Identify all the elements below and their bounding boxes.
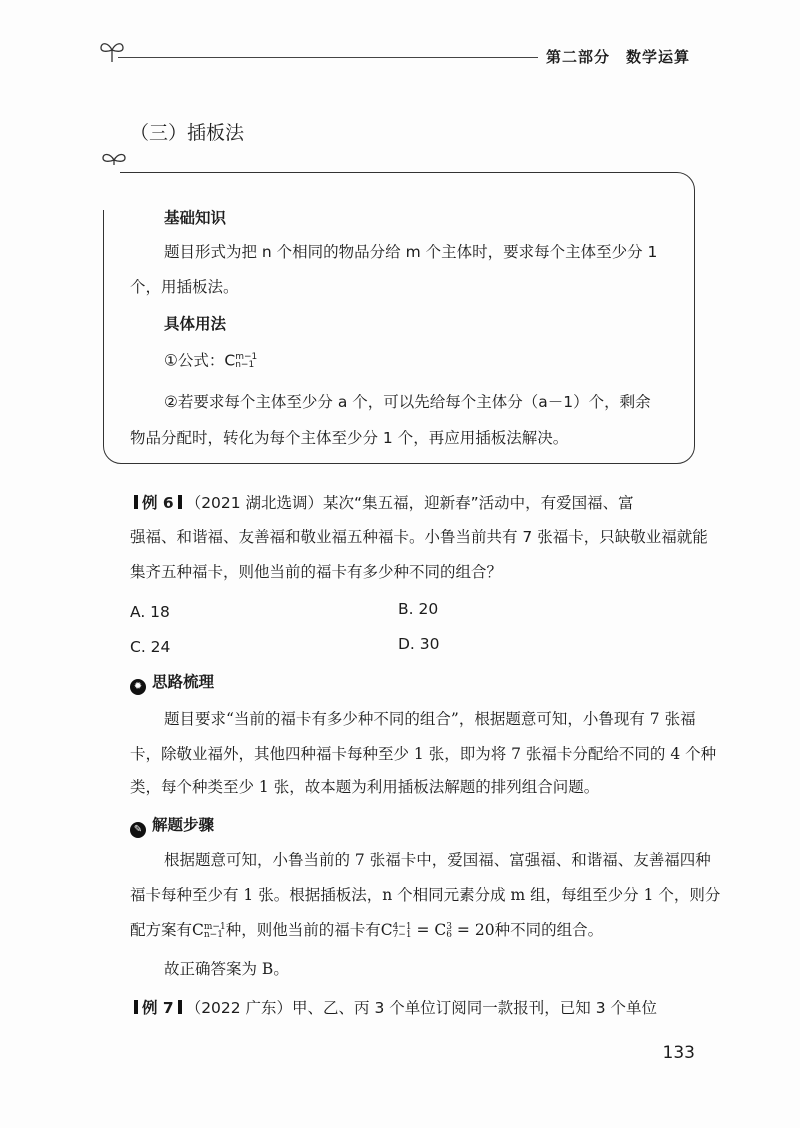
example-6-text: （2021 湖北选调）某次“集五福，迎新春”活动中，有爱国福、富	[185, 494, 634, 512]
box-heading-basics: 基础知识	[164, 209, 227, 227]
example-7-first-line	[130, 1000, 657, 1017]
solution-text: 配方案有C	[130, 921, 204, 940]
example-6-line: 强福、和谐福、友善福和敬业福五种福卡。小鲁当前共有 7 张福卡，只缺敬业福就能	[130, 528, 708, 546]
key-icon: ✎	[130, 822, 146, 838]
section-title: （三）插板法	[130, 122, 245, 144]
solution-heading	[130, 818, 214, 838]
leaf-ornament-icon	[98, 38, 126, 68]
formula-subscript: 6	[446, 930, 452, 941]
option-d: D. 30	[398, 635, 440, 653]
analysis-line: 题目要求“当前的福卡有多少种不同的组合”，根据题意可知，小鲁现有 7 张福	[164, 710, 696, 728]
solution-formula-line	[130, 923, 603, 939]
example-7-text: （2022 广东）甲、乙、丙 3 个单位订阅同一款报刊，已知 3 个单位	[185, 999, 657, 1017]
solution-text: = 20种不同的组合。	[452, 921, 604, 940]
formula-subscript: n−1	[203, 930, 223, 941]
answer-line: 故正确答案为 B。	[164, 960, 289, 978]
formula-superscript: m−1	[235, 352, 258, 362]
box-text-line: ②若要求每个主体至少分 a 个，可以先给每个主体分（a－1）个，剩余	[164, 393, 651, 411]
box-text-line: 物品分配时，转化为每个主体至少分 1 个，再应用插板法解决。	[130, 429, 569, 447]
example-6-tag: 例 6	[142, 494, 174, 512]
example-6-line: 集齐五种福卡，则他当前的福卡有多少种不同的组合？	[130, 563, 503, 581]
example-bar-icon	[178, 1000, 182, 1014]
solution-text: 种，则他当前的福卡有C	[225, 921, 393, 940]
formula-superscript: 4−1	[392, 922, 412, 932]
example-bar-icon	[178, 495, 182, 509]
box-text-line: 个，用插板法。	[130, 278, 239, 296]
analysis-heading	[130, 675, 214, 695]
box-corner-gap	[100, 165, 120, 210]
option-a: A. 18	[130, 603, 170, 621]
solution-line: 根据题意可知，小鲁当前的 7 张福卡中，爱国福、富强福、和谐福、友善福四种	[164, 851, 711, 869]
formula-superscript: m−1	[203, 922, 226, 932]
analysis-line: 类，每个种类至少 1 张，故本题为利用插板法解题的排列组合问题。	[130, 778, 600, 796]
formula-superscript: 3	[446, 922, 452, 932]
analysis-heading-label: 思路梳理	[152, 673, 215, 691]
example-bar-icon	[134, 495, 138, 509]
analysis-line: 卡，除敬业福外，其他四种福卡每种至少 1 张，即为将 7 张福卡分配给不同的 4 个种	[130, 745, 717, 763]
header-rule	[118, 57, 538, 58]
header-title: 第二部分 数学运算	[545, 48, 690, 66]
gear-icon: ✹	[130, 679, 146, 695]
solution-text: = C	[411, 921, 447, 940]
example-6-first-line	[130, 495, 634, 512]
page-number: 133	[662, 1043, 695, 1063]
formula-label: ①公式：C	[164, 351, 236, 370]
solution-line: 福卡每种至少有 1 张。根据插板法，n 个相同元素分成 m 组，每组至少分 1 个，则分	[130, 886, 721, 904]
example-7-tag: 例 7	[142, 999, 174, 1017]
box-heading-usage: 具体用法	[164, 315, 227, 333]
option-b: B. 20	[398, 600, 439, 618]
formula-line	[164, 353, 257, 369]
option-c: C. 24	[130, 638, 171, 656]
formula-subscript: 7−1	[392, 930, 412, 941]
box-text-line: 题目形式为把 n 个相同的物品分给 m 个主体时，要求每个主体至少分 1	[164, 243, 658, 261]
formula-subscript: n−1	[235, 360, 255, 371]
solution-heading-label: 解题步骤	[152, 816, 215, 834]
example-bar-icon	[134, 1000, 138, 1014]
